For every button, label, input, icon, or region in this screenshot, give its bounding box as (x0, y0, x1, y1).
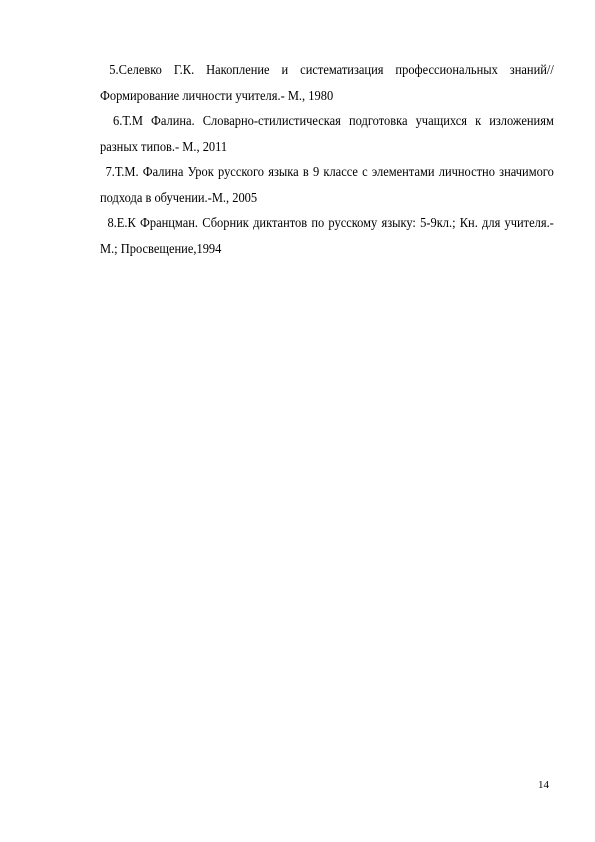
reference-item-7: 7.Т.М. Фалина Урок русского языка в 9 классе с элементами личностно значимого подхода в обучении.-М., 2005 (100, 164, 554, 205)
reference-item-5: 5.Селевко Г.К. Накопление и систематизация профессиональных знаний// Формирование личности учителя.- М., 1980 (100, 62, 554, 103)
reference-item-8: 8.Е.К Францман. Сборник диктантов по русскому языку: 5-9кл.; Кн. для учителя.- М.; Просвещение,1994 (100, 215, 554, 256)
page-number: 14 (538, 779, 549, 791)
reference-item-6: 6.Т.М Фалина. Словарно-стилистическая подготовка учащихся к изложениям разных типов.- М., 2011 (100, 113, 554, 154)
reference-list (100, 57, 554, 261)
